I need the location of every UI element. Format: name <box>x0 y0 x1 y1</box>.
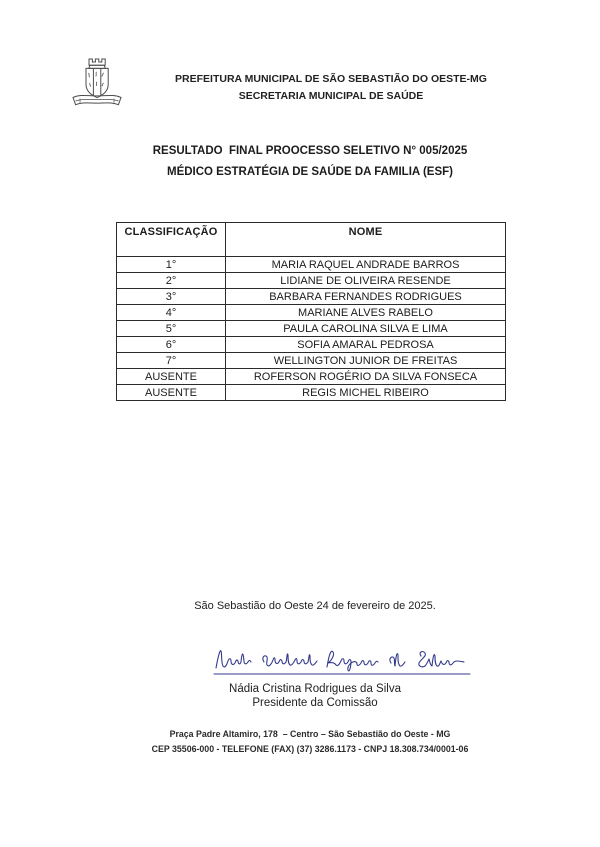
table-row <box>117 385 506 401</box>
name-cell: LIDIANE DE OLIVEIRA RESENDE <box>226 273 506 289</box>
table-row <box>117 321 506 337</box>
letterhead-line1: PREFEITURA MUNICIPAL DE SÃO SEBASTIÃO DO OESTE-MG <box>175 73 487 85</box>
title-line2: MÉDICO ESTRATÉGIA DE SAÚDE DA FAMILIA (ESF) <box>166 165 453 178</box>
table-row <box>117 369 506 385</box>
signatory-name: Nádia Cristina Rodrigues da Silva <box>229 683 401 695</box>
rank-cell: 7° <box>117 353 226 369</box>
signature-handwriting <box>211 643 473 677</box>
results-table <box>116 222 506 401</box>
table-header-row <box>117 223 506 257</box>
table-row <box>117 337 506 353</box>
rank-cell: AUSENTE <box>117 369 226 385</box>
rank-cell: 5° <box>117 321 226 337</box>
table-row <box>117 273 506 289</box>
name-cell: PAULA CAROLINA SILVA E LIMA <box>226 321 506 337</box>
signatory-role: Presidente da Comissão <box>252 697 378 709</box>
rank-cell: 1° <box>117 257 226 273</box>
title-line1: RESULTADO FINAL PROOCESSO SELETIVO N° 005/2025 <box>152 145 468 157</box>
rank-cell: AUSENTE <box>117 385 226 401</box>
name-cell: ROFERSON ROGÉRIO DA SILVA FONSECA <box>226 369 506 385</box>
col-header-classificacao: CLASSIFICAÇÃO <box>117 223 226 257</box>
rank-cell: 2° <box>117 273 226 289</box>
coat-of-arms-icon <box>64 56 130 114</box>
letterhead <box>130 71 532 105</box>
name-cell: MARIA RAQUEL ANDRADE BARROS <box>226 257 506 273</box>
table-row <box>117 289 506 305</box>
page-footer <box>20 727 600 756</box>
table-row <box>117 305 506 321</box>
name-cell: REGIS MICHEL RIBEIRO <box>226 385 506 401</box>
rank-cell: 6° <box>117 337 226 353</box>
name-cell: SOFIA AMARAL PEDROSA <box>226 337 506 353</box>
rank-cell: 3° <box>117 289 226 305</box>
rank-cell: 4° <box>117 305 226 321</box>
letterhead-line2: SECRETARIA MUNICIPAL DE SAÚDE <box>238 90 424 102</box>
date-line: São Sebastião do Oeste 24 de fevereiro de 2025. <box>194 600 436 612</box>
footer-line2: CEP 35506-000 - TELEFONE (FAX) (37) 3286.1173 - CNPJ 18.308.734/0001-06 <box>151 743 469 754</box>
name-cell: MARIANE ALVES RABELO <box>226 305 506 321</box>
col-header-nome: NOME <box>226 223 506 257</box>
table-row <box>117 257 506 273</box>
footer-line1: Praça Padre Altamiro, 178 – Centro – São Sebastião do Oeste - MG <box>169 729 451 739</box>
document-title <box>20 141 600 182</box>
name-cell: BARBARA FERNANDES RODRIGUES <box>226 289 506 305</box>
table-row <box>117 353 506 369</box>
name-cell: WELLINGTON JUNIOR DE FREITAS <box>226 353 506 369</box>
